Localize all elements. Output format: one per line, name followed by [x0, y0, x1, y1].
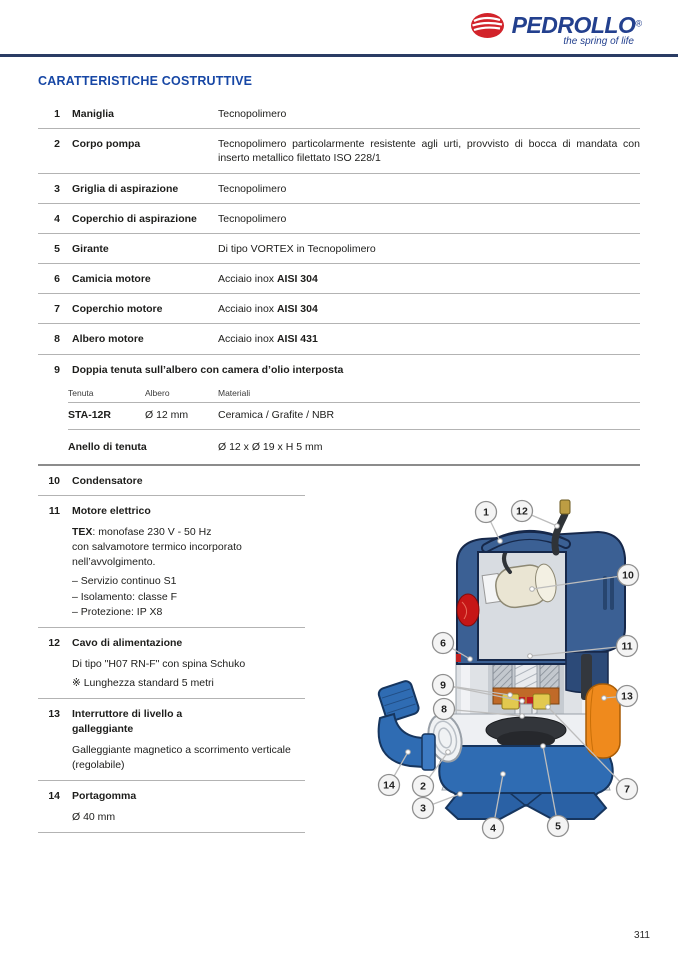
spec-row-9 — [38, 355, 640, 466]
svg-text:13: 13 — [621, 690, 633, 703]
row-number: 10 — [48, 474, 60, 487]
part-name: Interruttore di livello a galleggiante — [72, 708, 183, 735]
svg-text:12: 12 — [516, 505, 528, 518]
page-title: CARATTERISTICHE COSTRUTTIVE — [38, 74, 253, 88]
brand-name: PEDROLLO® — [511, 12, 642, 38]
motor-spec-line: con salvamotore termico incorporato — [72, 541, 242, 554]
row-number: 2 — [54, 138, 60, 151]
page-number: 311 — [634, 930, 650, 941]
spec-row-1 — [38, 99, 640, 129]
row-number: 11 — [48, 504, 60, 517]
pedrollo-logo-mark — [470, 12, 506, 39]
part-name: Maniglia — [72, 108, 115, 120]
row-number: 9 — [54, 363, 60, 376]
seal-col-header: Albero — [145, 387, 170, 398]
spec-row-7 — [38, 294, 640, 324]
svg-text:2: 2 — [420, 780, 426, 793]
part-name: Motore elettrico — [72, 504, 151, 517]
motor-spec-line: nell’avvolgimento. — [72, 556, 156, 569]
ring-label: Anello di tenuta — [68, 441, 147, 454]
ring-value: Ø 12 x Ø 19 x H 5 mm — [218, 441, 323, 454]
part-name: Condensatore — [72, 474, 143, 487]
part-description: Tecnopolimero particolarmente resistente agli urti, provvisto di bocca di mandata con inserto metallico filettato ISO 228/1 — [218, 138, 640, 165]
seal-col-header: Materiali — [218, 387, 251, 398]
pump-cutaway-diagram — [360, 488, 670, 858]
pump-illustration — [377, 500, 625, 819]
spec-row-3 — [38, 174, 640, 204]
hose-spec-line: Ø 40 mm — [72, 811, 116, 824]
spec-row-14 — [38, 781, 305, 833]
header-rule — [0, 54, 678, 57]
svg-text:4: 4 — [490, 822, 496, 835]
svg-text:11: 11 — [621, 640, 633, 653]
seal-sub-table — [68, 377, 640, 464]
svg-text:9: 9 — [440, 679, 446, 692]
row-number: 6 — [54, 273, 60, 286]
part-description: Acciaio inox AISI 304 — [218, 303, 318, 316]
spec-row-4 — [38, 204, 640, 234]
row-number: 14 — [48, 790, 60, 803]
part-description: Tecnopolimero — [218, 108, 287, 120]
part-name: Coperchio di aspirazione — [72, 212, 197, 225]
spec-row-13 — [38, 699, 305, 781]
svg-text:3: 3 — [420, 802, 426, 815]
part-name: Girante — [72, 242, 109, 255]
part-description: Di tipo VORTEX in Tecnopolimero — [218, 242, 376, 255]
svg-text:10: 10 — [622, 569, 634, 582]
row-number: 7 — [54, 303, 60, 316]
spec-row-2 — [38, 129, 640, 173]
part-name: Albero motore — [72, 333, 144, 346]
part-name: Corpo pompa — [72, 138, 141, 151]
pump-body — [439, 746, 612, 819]
spec-row-8 — [38, 324, 640, 354]
callout-1 — [476, 502, 503, 544]
row-number: 13 — [48, 708, 60, 721]
svg-text:14: 14 — [383, 779, 395, 792]
svg-text:1: 1 — [483, 506, 489, 519]
part-name: Cavo di alimentazione — [72, 636, 183, 649]
part-description: Tecnopolimero — [218, 182, 287, 195]
float-spec-line: Galleggiante magnetico a scorrimento verticale — [72, 743, 291, 756]
motor-bullet: – Protezione: IP X8 — [72, 605, 163, 618]
part-description: Acciaio inox AISI 304 — [218, 273, 318, 286]
spec-row-11 — [38, 496, 305, 628]
seal-shaft: Ø 12 mm — [145, 409, 189, 422]
spec-row-6 — [38, 264, 640, 294]
spec-row-10 — [38, 466, 305, 496]
part-name: Camicia motore — [72, 273, 151, 286]
part-description: Tecnopolimero — [218, 212, 287, 225]
brand-tagline: the spring of life — [563, 36, 634, 47]
registered-mark: ® — [635, 18, 642, 29]
seal-col-header: Tenuta — [68, 387, 94, 398]
spec-row-12 — [38, 628, 305, 700]
svg-text:6: 6 — [440, 637, 446, 650]
spec-table-narrow — [38, 466, 305, 834]
row-number: 3 — [54, 182, 60, 195]
cable-note-line: ※ Lunghezza standard 5 metri — [72, 677, 214, 690]
red-badge — [457, 594, 479, 626]
float-switch — [586, 684, 620, 758]
svg-text:5: 5 — [555, 820, 561, 833]
motor-bullet: – Servizio continuo S1 — [72, 575, 177, 588]
float-spec-line: (regolabile) — [72, 758, 125, 771]
row-number: 8 — [54, 333, 60, 346]
svg-text:8: 8 — [441, 703, 447, 716]
part-name: Coperchio motore — [72, 303, 163, 316]
pedrollo-logo — [432, 12, 642, 47]
row-number: 1 — [54, 108, 60, 120]
part-name: Portagomma — [72, 790, 137, 803]
part-name: Doppia tenuta sull’albero con camera d’olio interposta — [72, 363, 344, 376]
part-name: Griglia di aspirazione — [72, 182, 179, 195]
seal-materials: Ceramica / Grafite / NBR — [218, 409, 335, 422]
spec-row-5 — [38, 234, 640, 264]
svg-text:7: 7 — [624, 783, 630, 796]
row-number: 4 — [54, 212, 60, 225]
part-description: Acciaio inox AISI 431 — [218, 333, 318, 346]
seal-code: STA-12R — [68, 409, 111, 422]
row-number: 5 — [54, 242, 60, 255]
callout-12 — [512, 501, 560, 529]
motor-spec-line: TEX: monofase 230 V - 50 Hz — [72, 525, 212, 538]
motor-bullet: – Isolamento: classe F — [72, 590, 178, 603]
cable-spec-line: Di tipo "H07 RN-F" con spina Schuko — [72, 658, 246, 671]
row-number: 12 — [48, 636, 60, 649]
